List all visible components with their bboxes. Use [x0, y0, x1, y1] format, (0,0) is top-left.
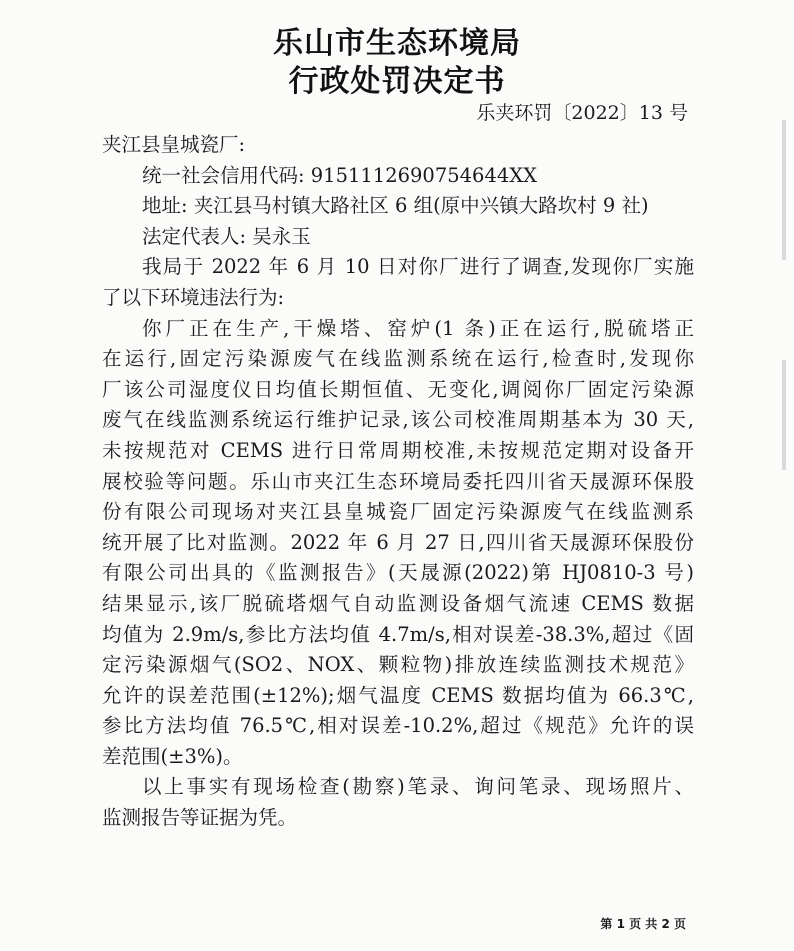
legal-representative-line: 法定代表人: 吴永玉: [142, 224, 311, 248]
paragraph-line: 你厂正在生产,干燥塔、窑炉(1 条)正在运行,脱硫塔正: [142, 316, 694, 340]
paragraph-line: 结果显示,该厂脱硫塔烟气自动监测设备烟气流速 CEMS 数据: [102, 591, 694, 615]
scan-edge-shadow: [782, 360, 786, 470]
paragraph-line: 允许的误差范围(±12%);烟气温度 CEMS 数据均值为 66.3℃,: [102, 683, 694, 707]
credit-code-line: 统一社会信用代码: 9151112690754644XX: [142, 163, 538, 187]
paragraph-line: 均值为 2.9m/s,参比方法均值 4.7m/s,相对误差-38.3%,超过《固: [102, 622, 694, 646]
address-line: 地址: 夹江县马村镇大路社区 6 组(原中兴镇大路坎村 9 社): [142, 194, 649, 218]
paragraph-line: 未按规范对 CEMS 进行日常周期校准,未按规范定期对设备开: [102, 438, 694, 462]
document-number: 乐夹环罚〔2022〕13 号: [476, 102, 688, 124]
paragraph-line: 厂该公司湿度仪日均值长期恒值、无变化,调阅你厂固定污染源: [102, 377, 694, 401]
paragraph-line: 展校验等问题。乐山市夹江生态环境局委托四川省天晟源环保股: [102, 469, 694, 493]
document-body: [102, 130, 694, 834]
paragraph-line: 统开展了比对监测。2022 年 6 月 27 日,四川省天晟源环保股份: [102, 530, 694, 554]
paragraph-line: 定污染源烟气(SO2、NOX、颗粒物)排放连续监测技术规范》: [102, 653, 694, 677]
paragraph-line: 废气在线监测系统运行维护记录,该公司校准周期基本为 30 天,: [102, 408, 694, 432]
page-indicator: 第 1 页 共 2 页: [600, 917, 686, 931]
paragraph-line: 以上事实有现场检查(勘察)笔录、询问笔录、现场照片、: [142, 775, 694, 799]
paragraph-line: 有限公司出具的《监测报告》(天晟源(2022)第 HJ0810-3 号): [102, 561, 694, 585]
document-title-agency: 乐山市生态环境局: [273, 26, 521, 61]
paragraph-line: 我局于 2022 年 6 月 10 日对你厂进行了调查,发现你厂实施: [142, 255, 694, 279]
addressee: 夹江县皇城瓷厂:: [102, 133, 246, 156]
scan-edge-shadow: [782, 120, 786, 260]
paragraph-line: 监测报告等证据为凭。: [102, 806, 298, 830]
paragraph-line: 在运行,固定污染源废气在线监测系统在运行,检查时,发现你: [102, 347, 694, 371]
paragraph-line: 参比方法均值 76.5℃,相对误差-10.2%,超过《规范》允许的误: [102, 714, 694, 738]
paragraph-line: 份有限公司现场对夹江县皇城瓷厂固定污染源废气在线监测系: [102, 500, 694, 524]
paragraph-line: 差范围(±3%)。: [102, 744, 243, 768]
paragraph-line: 了以下环境违法行为:: [102, 285, 285, 309]
document-title-type: 行政处罚决定书: [288, 64, 506, 99]
